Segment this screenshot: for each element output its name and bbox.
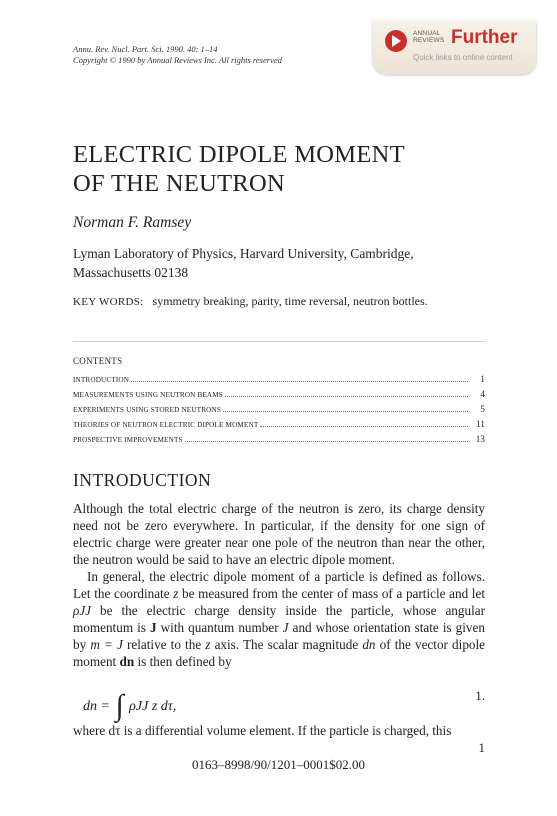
page-number: 1 [478,740,485,755]
equation-rhs: ρJJ z dτ, [129,699,177,714]
journal-citation-line1: Annu. Rev. Nucl. Part. Sci. 1990. 40: 1–14 [73,44,218,54]
article-title [73,140,405,198]
annual-reviews-logo-text: ANNUAL REVIEWS [413,30,445,44]
author-affiliation: Lyman Laboratory of Physics, Harvard University, Cambridge, Massachusetts 02138 [73,246,414,280]
section-heading: INTRODUCTION [73,470,212,490]
journal-citation [73,44,282,66]
toc-leader-dots [223,411,468,412]
article-title-line1: ELECTRIC DIPOLE MOMENT [73,141,405,168]
toc-leader-dots [260,426,468,427]
further-subtitle: Quick links to online content [413,53,513,62]
contents-heading: CONTENTS [73,356,123,366]
author-name: Norman F. Ramsey [73,214,192,231]
toc-item[interactable]: THEORIES OF NEUTRON ELECTRIC DIPOLE MOMENT 11 [73,419,485,429]
equation-body [83,684,177,722]
integral-sign: ∫ [115,689,124,722]
equation-lhs: dn = [83,699,110,714]
toc-item[interactable]: INTRODUCTION 1 [73,374,485,384]
footer-code: 0163–8998/90/1201–0001$02.00 [192,757,365,772]
toc-item[interactable]: EXPERIMENTS USING STORED NEUTRONS 5 [73,404,485,414]
toc-item[interactable]: MEASUREMENTS USING NEUTRON BEAMS 4 [73,389,485,399]
article-title-line2: OF THE NEUTRON [73,170,285,197]
keywords-text: symmetry breaking, parity, time reversal, neutron bottles. [152,294,428,308]
further-label: Further [451,27,518,48]
equation-1 [83,678,485,722]
paragraph-3: where dτ is a differential volume element. If the particle is charged, this [73,723,452,738]
paragraph-2: In general, the electric dipole moment of a particle is defined as follows. Let the coordinate z be measured from the center of mass of a particle and let ρJJ be the electric charge density inside the particle, whose angular momentum is J with quantum number J and whose orientation state is given by m = J relative to the z axis. The scalar magnitude dn of the vector dipole moment dn is then defined by [73,569,486,669]
journal-citation-line2: Copyright © 1990 by Annual Reviews Inc. All rights reserved [73,55,282,65]
keywords-label: KEY WORDS: [73,296,144,308]
play-icon [385,30,407,52]
table-of-contents [73,374,485,449]
section-divider [73,341,485,342]
equation-number: 1. [475,688,485,703]
keywords [73,294,428,309]
toc-leader-dots [185,441,468,442]
toc-item[interactable]: PROSPECTIVE IMPROVEMENTS 13 [73,434,485,444]
paragraph-1: Although the total electric charge of the neutron is zero, its charge density need not be zero everywhere. In particular, if the density for one sign of electric charge were greater near one pole of the neutron than near the other, the neutron would be said to have an electric dipole moment. [73,501,485,567]
annual-reviews-further-button[interactable] [373,20,536,74]
toc-leader-dots [131,381,468,382]
toc-leader-dots [225,396,468,397]
